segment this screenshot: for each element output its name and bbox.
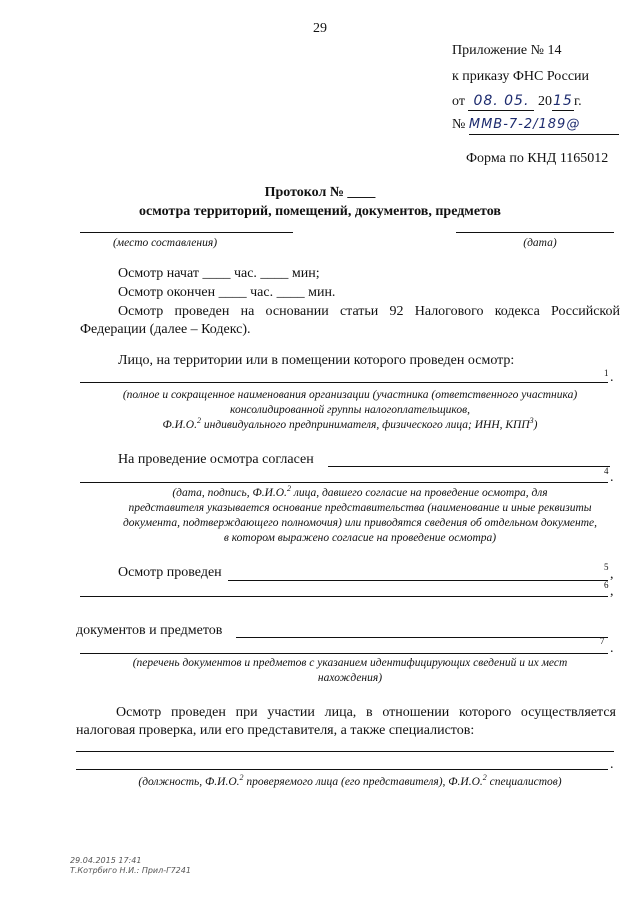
person-caption-b: консолидированной группы налогоплательщиков, <box>230 404 470 416</box>
conducted-line-2 <box>80 596 608 597</box>
handwritten-number: ММВ-7-2/189@ <box>469 116 619 135</box>
person-caption-c: Ф.И.О.$^2$ индивидуального предпринимателя, физического лица; ИНН, КПП$^3$) <box>162 416 538 431</box>
footnote-1: 1 <box>604 368 609 378</box>
participants-line-1 <box>76 751 614 752</box>
order-date <box>452 92 582 111</box>
conducted-line-2-end: , <box>610 584 614 599</box>
participants-line-2 <box>76 769 608 770</box>
docs-line-end: . <box>610 641 614 656</box>
form-code: Форма по КНД 1165012 <box>466 151 609 166</box>
docs-label: документов и предметов <box>76 623 223 638</box>
order-number <box>452 116 619 135</box>
participants-line-end: . <box>610 757 614 772</box>
page-number: 29 <box>313 21 327 36</box>
footer-file: Т.Котрбиго Н.И.: Прил-Г7241 <box>70 866 191 875</box>
docs-caption-a: (перечень документов и предметов с указанием идентифицирующих сведений и их мест <box>132 657 568 669</box>
inspection-ended: Осмотр окончен ____ час. ____ мин. <box>118 285 336 300</box>
footnote-7: 7 <box>600 636 605 646</box>
year-prefix: 20 <box>537 94 552 109</box>
person-label: Лицо, на территории или в помещении которого проведен осмотр: <box>118 353 515 368</box>
protocol-subtitle: осмотра территорий, помещений, документов, предметов <box>139 204 501 219</box>
consent-caption-a: (дата, подпись, Ф.И.О.$^2$ лица, давшего согласие на проведение осмотра, для <box>172 484 548 499</box>
inspection-basis: Осмотр проведен на основании статьи 92 Налогового кодекса Российской Федерации (далее – Кодекс). <box>80 304 620 337</box>
number-prefix: № <box>452 117 466 132</box>
consent-line-end: . <box>610 470 614 485</box>
participants-caption: (должность, Ф.И.О.$^2$ проверяемого лица (его представителя), Ф.И.О.$^2$ специалистов) <box>138 773 562 788</box>
footnote-5: 5 <box>604 562 609 572</box>
person-line-end: . <box>610 370 614 385</box>
handwritten-date: 08. 05. <box>468 92 534 111</box>
consent-caption-c: документа, подтверждающего полномочия) или приводятся сведения об отдельном документе, <box>122 517 598 529</box>
footnote-6: 6 <box>604 580 609 590</box>
conducted-line-1-end: , <box>610 567 614 582</box>
consent-caption-b: представителя указывается основание представительства (наименование и иные реквизиты <box>128 502 592 514</box>
person-line <box>80 382 608 383</box>
participants-label: Осмотр проведен при участии лица, в отношении которого осуществляется налоговая проверка, или его представителя, а также специалистов: <box>76 705 616 738</box>
person-caption-a: (полное и сокращенное наименования организации (участника (ответственного участника) <box>122 389 578 401</box>
place-line <box>80 232 293 233</box>
consent-caption-d: в котором выражено согласие на проведение осмотра) <box>223 532 497 544</box>
consent-label: На проведение осмотра согласен <box>118 452 314 467</box>
appendix-label: Приложение № 14 <box>452 43 562 58</box>
date-line <box>456 232 614 233</box>
consent-line-2 <box>80 482 608 483</box>
date-caption: (дата) <box>523 237 557 249</box>
conducted-line-1 <box>228 580 608 581</box>
docs-line-2 <box>80 653 608 654</box>
footnote-4: 4 <box>604 466 609 476</box>
inspection-started: Осмотр начат ____ час. ____ мин; <box>118 266 320 281</box>
protocol-title: Протокол № ____ <box>264 185 376 200</box>
footer-timestamp: 29.04.2015 17:41 <box>70 856 142 865</box>
handwritten-year: 15 <box>553 93 573 109</box>
place-caption: (место составления) <box>112 237 218 249</box>
order-label: к приказу ФНС России <box>452 69 590 84</box>
date-prefix: от <box>452 94 465 109</box>
docs-line-1 <box>236 637 608 638</box>
consent-line-1 <box>328 466 610 467</box>
docs-caption-b: нахождения) <box>317 672 383 684</box>
year-suffix: г. <box>573 94 582 109</box>
conducted-label: Осмотр проведен <box>118 565 222 580</box>
